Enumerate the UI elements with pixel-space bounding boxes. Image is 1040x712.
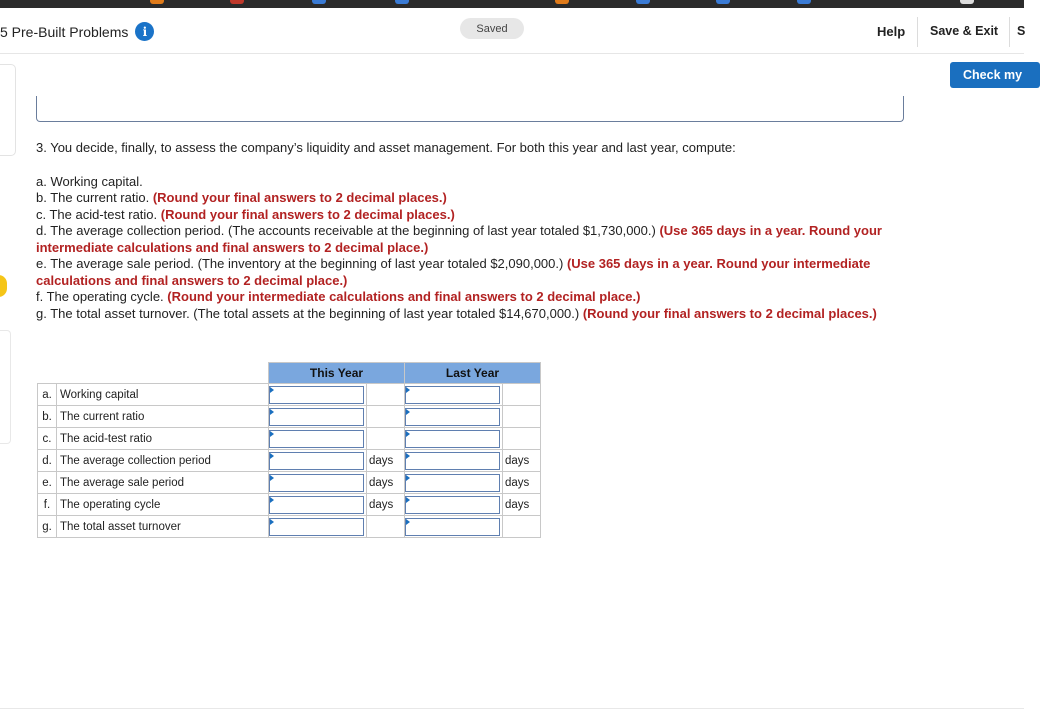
unit-label [503,428,541,450]
this-year-cell [269,428,367,450]
row-letter: b. [38,406,57,428]
submit-button-partial[interactable]: S [1017,24,1026,38]
table-row [38,428,541,450]
last-year-cell [405,472,503,494]
answer-table [37,362,541,538]
toolbar-icon[interactable] [797,0,811,4]
this-year-cell [269,406,367,428]
this-year-input[interactable] [269,496,364,514]
assignment-title [0,22,154,41]
top-toolbar-strip [0,0,1024,8]
row-label: Working capital [57,384,269,406]
table-header-row [38,363,541,384]
unit-label [503,406,541,428]
progress-marker[interactable] [0,275,7,297]
this-year-input[interactable] [269,386,364,404]
table-row [38,406,541,428]
row-label: The operating cycle [57,494,269,516]
column-header-last-year: Last Year [405,363,541,384]
row-letter: d. [38,450,57,472]
question-item: a. Working capital. [36,173,143,189]
question-item: g. The total asset turnover. (The total assets at the beginning of last year totaled $14,670,000.) (Round your final answers to 2 decimal places.) [36,305,877,321]
row-label: The average sale period [57,472,269,494]
last-year-cell [405,384,503,406]
row-letter: f. [38,494,57,516]
row-letter: c. [38,428,57,450]
row-label: The acid-test ratio [57,428,269,450]
table-row [38,472,541,494]
last-year-cell [405,494,503,516]
last-year-input[interactable] [405,386,500,404]
last-year-cell [405,406,503,428]
this-year-cell [269,450,367,472]
unit-label: days [367,494,405,516]
this-year-cell [269,472,367,494]
help-button[interactable]: Help [877,24,906,39]
left-rail-panel [0,64,16,156]
this-year-cell [269,384,367,406]
toolbar-icon[interactable] [555,0,569,4]
last-year-cell [405,516,503,538]
row-letter: a. [38,384,57,406]
last-year-input[interactable] [405,430,500,448]
row-label: The average collection period [57,450,269,472]
info-icon[interactable]: i [135,22,154,41]
question-text [36,140,906,322]
footer-divider [0,708,1024,709]
check-my-work-button[interactable]: Check my [950,62,1040,88]
last-year-input[interactable] [405,496,500,514]
this-year-input[interactable] [269,452,364,470]
unit-label [367,406,405,428]
this-year-input[interactable] [269,518,364,536]
table-row [38,450,541,472]
assignment-title-text: 5 Pre-Built Problems [0,23,129,40]
toolbar-icon[interactable] [230,0,244,4]
left-rail-panel [0,330,11,444]
row-letter: e. [38,472,57,494]
this-year-input[interactable] [269,430,364,448]
this-year-input[interactable] [269,474,364,492]
toolbar-icon[interactable] [716,0,730,4]
toolbar-icon[interactable] [960,0,974,4]
last-year-input[interactable] [405,452,500,470]
last-year-input[interactable] [405,518,500,536]
question-intro: 3. You decide, finally, to assess the company’s liquidity and asset management. For both this year and last year, compute: [36,140,736,155]
table-row [38,494,541,516]
saved-status-badge: Saved [460,18,524,39]
row-label: The total asset turnover [57,516,269,538]
unit-label: days [503,450,541,472]
question-item: c. The acid-test ratio. (Round your final answers to 2 decimal places.) [36,206,455,222]
header-divider [1009,17,1010,47]
unit-label [367,384,405,406]
last-year-input[interactable] [405,474,500,492]
question-item: f. The operating cycle. (Round your intermediate calculations and final answers to 2 decimal place.) [36,289,641,304]
last-year-cell [405,450,503,472]
unit-label: days [367,450,405,472]
save-exit-button[interactable]: Save & Exit [930,24,999,38]
row-letter: g. [38,516,57,538]
toolbar-icon[interactable] [150,0,164,4]
unit-label [367,428,405,450]
question-item: d. The average collection period. (The accounts receivable at the beginning of last year totaled $1,730,000.) (Use 365 days in a year. Round your intermediate calculations and final answers to 2 decimal place.) [36,223,882,255]
this-year-cell [269,516,367,538]
header-divider [917,17,918,47]
unit-label [367,516,405,538]
unit-label: days [503,494,541,516]
header-bar [0,8,1024,54]
toolbar-icon[interactable] [312,0,326,4]
previous-answer-box [36,96,904,122]
unit-label: days [367,472,405,494]
unit-label [503,384,541,406]
this-year-cell [269,494,367,516]
question-item: e. The average sale period. (The inventory at the beginning of last year totaled $2,090,000.) (Use 365 days in a year. Round your intermediate calculations and final answers to 2 decimal place.) [36,256,871,288]
column-header-this-year: This Year [269,363,405,384]
last-year-input[interactable] [405,408,500,426]
row-label: The current ratio [57,406,269,428]
toolbar-icon[interactable] [395,0,409,4]
this-year-input[interactable] [269,408,364,426]
last-year-cell [405,428,503,450]
unit-label: days [503,472,541,494]
table-row [38,384,541,406]
table-header-empty [38,363,269,384]
unit-label [503,516,541,538]
toolbar-icon[interactable] [636,0,650,4]
question-item: b. The current ratio. (Round your final answers to 2 decimal places.) [36,190,447,205]
table-row [38,516,541,538]
